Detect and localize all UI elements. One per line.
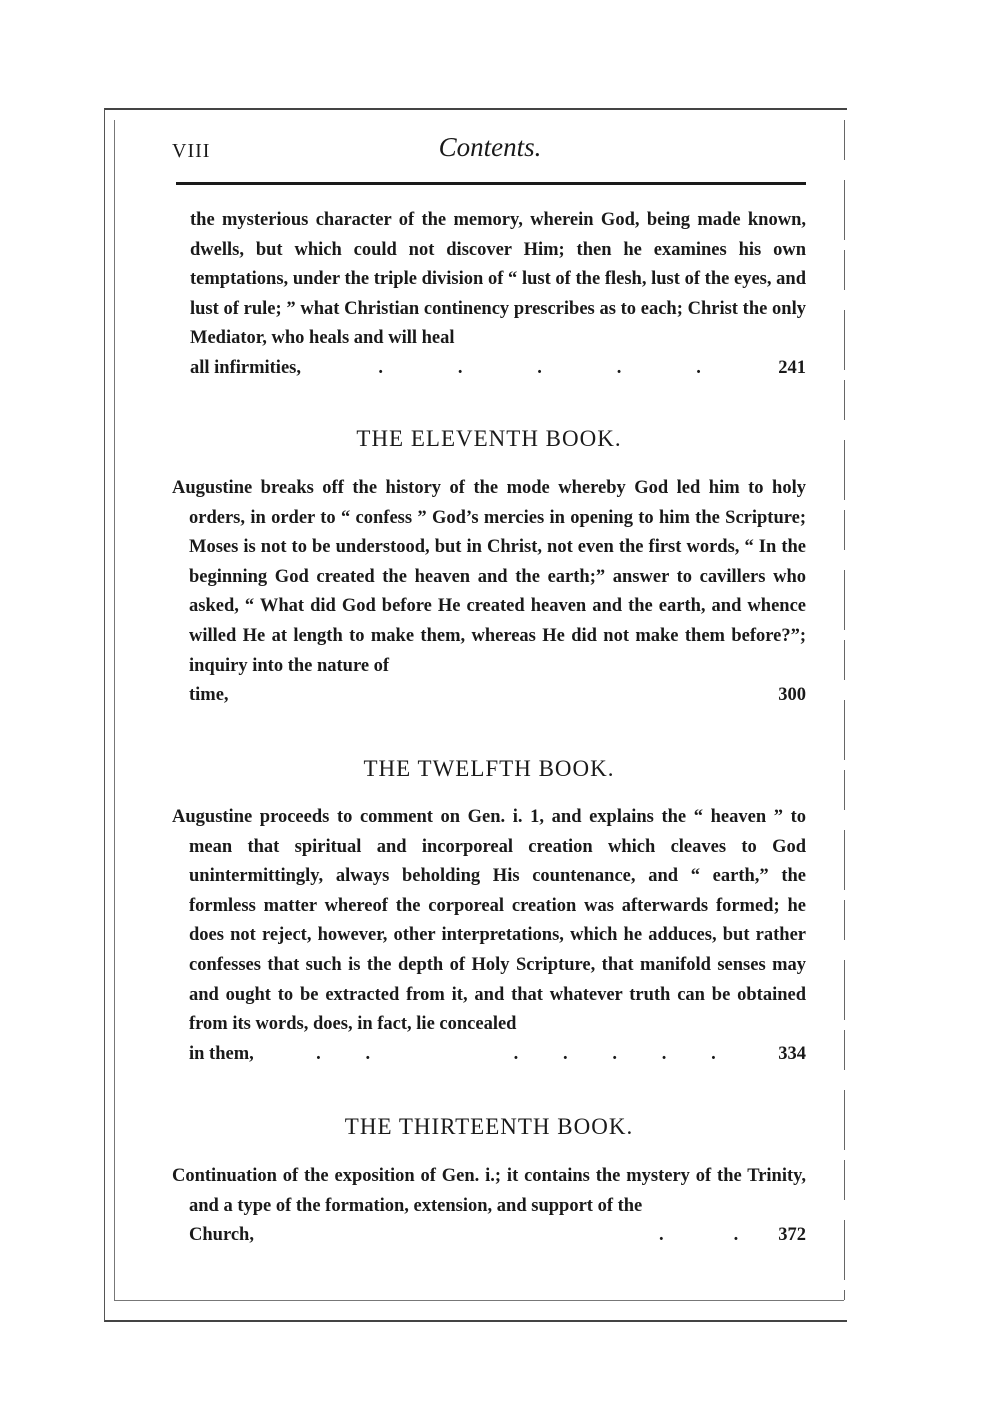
contents-entry-eleventh-book xyxy=(172,474,806,711)
entry-leader-line xyxy=(189,1221,806,1251)
book-heading-twelfth: THE TWELFTH BOOK. xyxy=(363,756,615,781)
contents-entry-thirteenth-book xyxy=(172,1162,806,1251)
entry-page-number: 334 xyxy=(778,1043,806,1064)
entry-leader-line xyxy=(189,681,806,711)
book-heading-eleventh: THE ELEVENTH BOOK. xyxy=(356,426,622,451)
page-edge-right xyxy=(844,120,845,1300)
entry-page-number: 372 xyxy=(778,1225,806,1246)
entry-last-words: Church, xyxy=(189,1225,254,1246)
dot-leader: . . xyxy=(659,1225,739,1246)
header-rule xyxy=(176,182,806,185)
inner-border-left xyxy=(114,120,115,1300)
entry-text: Continuation of the exposition of Gen. i.; it contains the mystery of the Trinity, and a type of the formation, extension, and support of the xyxy=(172,1166,806,1216)
inner-border-bottom xyxy=(114,1300,844,1301)
entry-text: Augustine proceeds to comment on Gen. i. 1, and explains the “ heaven ” to mean that spiritual and incorporeal creation which cleaves to God unintermittingly, always beholding His countenance, and “ earth,” the formless matter whereof the corporeal creation was afterwards formed; he does not reject, however, other interpretations, which he adduces, but rather confesses that such is the depth of Holy Scripture, that manifold senses may and ought to be extracted from it, and that whatever truth can be obtained from its words, does, in fact, lie concealed xyxy=(172,807,806,1035)
entry-page-number: 241 xyxy=(778,357,806,378)
dot-leader: . . . . . xyxy=(378,357,701,378)
entry-last-words: all infirmities, xyxy=(190,357,301,378)
book-heading-thirteenth: THE THIRTEENTH BOOK. xyxy=(344,1114,634,1139)
entry-text: Augustine breaks off the history of the mode whereby God led him to holy orders, in order to “ confess ” God’s mercies in opening to him the Scripture; Moses is not to be understood, but in Christ, not even the first words, “ In the beginning God created the heaven and the earth;” answer to cavillers who asked, “ What did God before He created heaven and the earth, and whence willed He at length to make them, whereas He did not make them before?”; inquiry into the nature of xyxy=(172,478,806,676)
entry-last-words: time, xyxy=(189,685,229,706)
entry-last-words: in them, xyxy=(189,1043,254,1064)
running-header xyxy=(172,132,808,172)
entry-leader-line xyxy=(189,1040,806,1070)
page-number: VIII xyxy=(172,140,211,162)
contents-entry-twelfth-book xyxy=(172,803,806,1069)
dot-leader: . . . . . . . xyxy=(316,1043,716,1064)
contents-entry-tenth-book-continued xyxy=(190,206,806,384)
running-title: Contents. xyxy=(438,132,542,162)
entry-leader-line xyxy=(190,354,806,384)
entry-text: the mysterious character of the memory, wherein God, being made known, dwells, but which could not discover Him; then he examines his own temptations, under the triple division of “ lust of the flesh, lust of the eyes, and lust of rule; ” what Christian continency prescribes as to each; Christ the only Mediator, who heals and will heal xyxy=(190,210,806,349)
entry-page-number: 300 xyxy=(778,685,806,706)
